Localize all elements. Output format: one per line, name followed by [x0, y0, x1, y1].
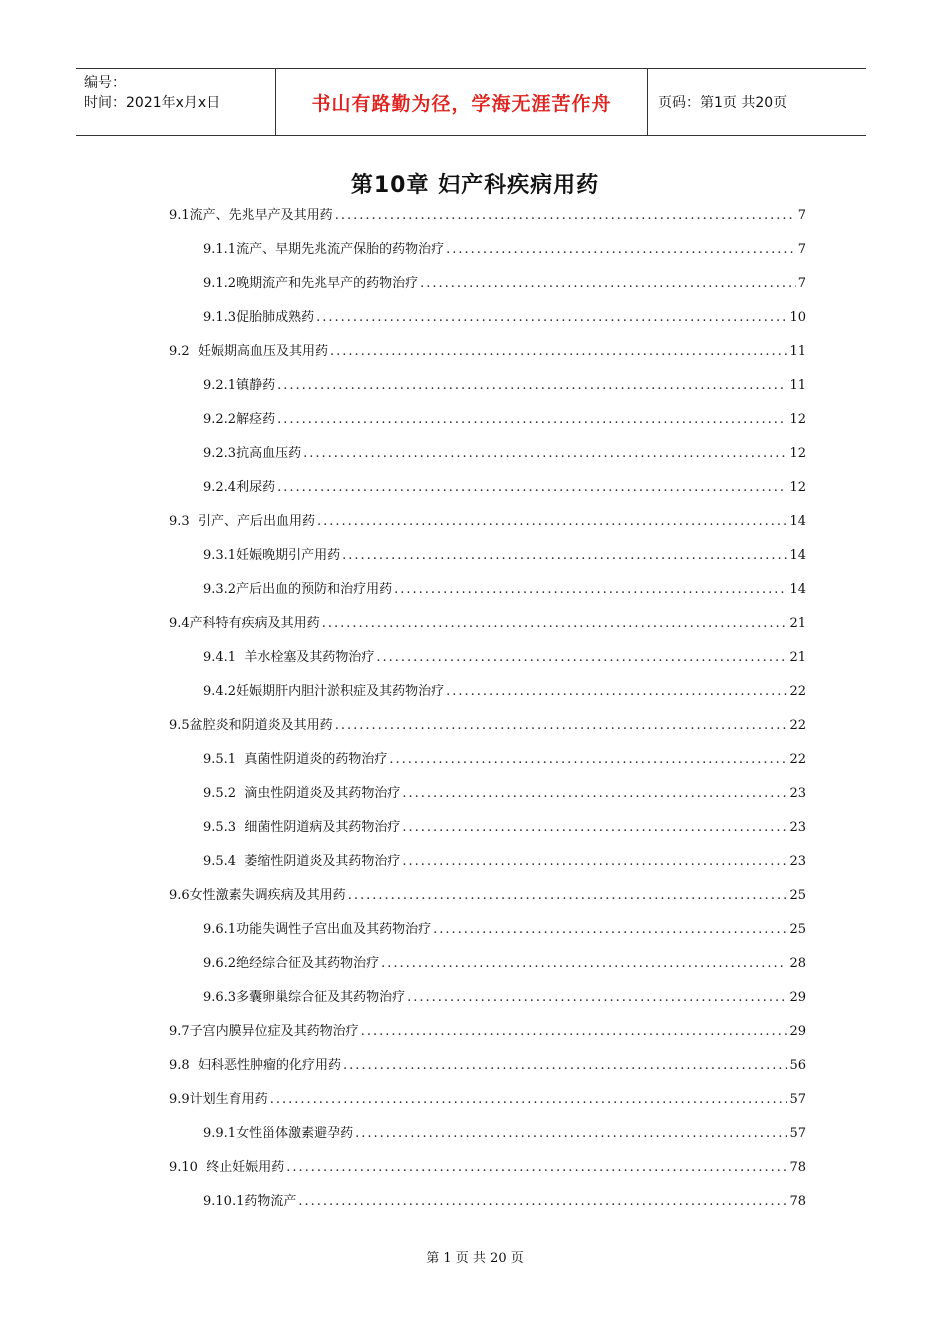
toc-dot-leader: [335, 716, 788, 736]
toc-entry-title: 9.8 妇科恶性肿瘤的化疗用药: [169, 1058, 341, 1073]
toc-entry[interactable]: [169, 614, 806, 634]
toc-entry[interactable]: [169, 1158, 806, 1178]
toc-entry-title: 9.3.2产后出血的预防和治疗用药: [203, 582, 393, 597]
toc-entry-page: 56: [789, 1058, 806, 1073]
toc-dot-leader: [355, 1124, 787, 1144]
toc-dot-leader: [402, 852, 787, 872]
toc-entry-page: 12: [789, 480, 806, 495]
toc-entry[interactable]: [203, 954, 806, 974]
toc-entry-title: 9.5.3 细菌性阴道病及其药物治疗: [203, 820, 401, 835]
toc-entry-page: 10: [789, 310, 806, 325]
toc-entry-title: 9.9.1女性甾体激素避孕药: [203, 1126, 354, 1141]
toc-dot-leader: [402, 784, 787, 804]
toc-entry-page: 78: [789, 1160, 806, 1175]
toc-dot-leader: [348, 886, 788, 906]
toc-entry-page: 28: [789, 956, 806, 971]
toc-entry-page: 22: [789, 684, 806, 699]
toc-entry-title: 9.9计划生育用药: [169, 1092, 268, 1107]
toc-entry-page: 57: [789, 1126, 806, 1141]
toc-entry[interactable]: [169, 1022, 806, 1042]
toc-dot-leader: [394, 580, 787, 600]
page-footer: 第 1 页 共 20 页: [426, 1251, 524, 1266]
toc-dot-leader: [433, 920, 787, 940]
toc-dot-leader: [270, 1090, 788, 1110]
toc-entry-title: 9.5.1 真菌性阴道炎的药物治疗: [203, 752, 388, 767]
toc-entry-page: 12: [789, 446, 806, 461]
toc-entry-title: 9.6.2绝经综合征及其药物治疗: [203, 956, 380, 971]
toc-entry[interactable]: [203, 308, 806, 328]
toc-dot-leader: [446, 682, 787, 702]
toc-entry[interactable]: [203, 240, 806, 260]
toc-entry[interactable]: [203, 784, 806, 804]
toc-entry-title: 9.4产科特有疾病及其用药: [169, 616, 320, 631]
document-number-label: 编号：: [84, 75, 126, 91]
header-meta: [76, 69, 276, 135]
toc-entry-page: 11: [789, 344, 806, 359]
toc-entry-title: 9.10 终止妊娠用药: [169, 1160, 285, 1175]
toc-dot-leader: [361, 1022, 788, 1042]
document-date: 时间：2021年x月x日: [84, 95, 221, 111]
toc-entry[interactable]: [169, 342, 806, 362]
toc-dot-leader: [330, 342, 788, 362]
toc-entry-page: 7: [797, 276, 806, 291]
toc-entry-page: 25: [789, 922, 806, 937]
toc-entry-title: 9.2.3抗高血压药: [203, 446, 302, 461]
toc-dot-leader: [303, 444, 787, 464]
toc-entry-page: 23: [789, 820, 806, 835]
toc-entry-title: 9.6.3多囊卵巢综合征及其药物治疗: [203, 990, 406, 1005]
toc-entry[interactable]: [203, 648, 806, 668]
toc-entry-page: 11: [789, 378, 806, 393]
toc-dot-leader: [342, 546, 787, 566]
toc-entry-page: 21: [789, 616, 806, 631]
toc-entry-page: 29: [789, 990, 806, 1005]
toc-entry-title: 9.2.4利尿药: [203, 480, 276, 495]
toc-entry-page: 57: [789, 1092, 806, 1107]
toc-entry-title: 9.2.1镇静药: [203, 378, 276, 393]
header-motto: 书山有路勤为径，学海无涯苦作舟: [276, 69, 648, 135]
toc-dot-leader: [317, 512, 788, 532]
toc-entry-page: 25: [789, 888, 806, 903]
toc-entry-title: 9.10.1药物流产: [203, 1194, 297, 1209]
header-page-info: 页码：第1页 共20页: [658, 95, 788, 111]
toc-entry[interactable]: [203, 818, 806, 838]
toc-entry-title: 9.4.2妊娠期肝内胆汁淤积症及其药物治疗: [203, 684, 445, 699]
toc-dot-leader: [277, 376, 787, 396]
toc-entry[interactable]: [203, 444, 806, 464]
toc-dot-leader: [407, 988, 787, 1008]
toc-dot-leader: [316, 308, 787, 328]
toc-entry-title: 9.1.1流产、早期先兆流产保胎的药物治疗: [203, 242, 445, 257]
chapter-title: 第10章 妇产科疾病用药: [350, 173, 600, 198]
toc-entry-title: 9.1.3促胎肺成熟药: [203, 310, 315, 325]
toc-entry[interactable]: [203, 1124, 806, 1144]
toc-dot-leader: [298, 1192, 787, 1212]
toc-entry-page: 21: [789, 650, 806, 665]
toc-entry-page: 22: [789, 718, 806, 733]
toc-dot-leader: [277, 478, 787, 498]
toc-entry[interactable]: [203, 580, 806, 600]
toc-entry[interactable]: [169, 1090, 806, 1110]
toc-entry-page: 7: [797, 242, 806, 257]
toc-entry-title: 9.6.1功能失调性子宫出血及其药物治疗: [203, 922, 432, 937]
toc-entry[interactable]: [203, 852, 806, 872]
toc-entry[interactable]: [169, 512, 806, 532]
toc-entry[interactable]: [203, 988, 806, 1008]
toc-dot-leader: [389, 750, 787, 770]
toc-entry-title: 9.4.1 羊水栓塞及其药物治疗: [203, 650, 375, 665]
toc-dot-leader: [420, 274, 796, 294]
toc-entry[interactable]: [203, 410, 806, 430]
toc-dot-leader: [277, 410, 787, 430]
toc-entry[interactable]: [203, 478, 806, 498]
toc-entry[interactable]: [203, 274, 806, 294]
toc-entry-title: 9.5.4 萎缩性阴道炎及其药物治疗: [203, 854, 401, 869]
toc-dot-leader: [446, 240, 796, 260]
toc-entry-page: 7: [797, 208, 806, 223]
toc-dot-leader: [322, 614, 788, 634]
toc-dot-leader: [402, 818, 787, 838]
toc-entry[interactable]: [203, 750, 806, 770]
toc-entry-title: 9.5盆腔炎和阴道炎及其用药: [169, 718, 333, 733]
toc-entry-title: 9.6女性激素失调疾病及其用药: [169, 888, 346, 903]
toc-entry-title: 9.3 引产、产后出血用药: [169, 514, 315, 529]
toc-entry[interactable]: [203, 682, 806, 702]
toc-entry-title: 9.2 妊娠期高血压及其用药: [169, 344, 328, 359]
toc-entry-page: 22: [789, 752, 806, 767]
toc-entry[interactable]: [169, 716, 806, 736]
toc-entry-title: 9.2.2解痉药: [203, 412, 276, 427]
toc-entry-page: 12: [789, 412, 806, 427]
toc-entry-title: 9.7子宫内膜异位症及其药物治疗: [169, 1024, 359, 1039]
toc-entry-page: 29: [789, 1024, 806, 1039]
toc-entry-page: 78: [789, 1194, 806, 1209]
toc-entry-title: 9.1.2晚期流产和先兆早产的药物治疗: [203, 276, 419, 291]
toc-entry-title: 9.5.2 滴虫性阴道炎及其药物治疗: [203, 786, 401, 801]
toc-dot-leader: [286, 1158, 787, 1178]
toc-dot-leader: [376, 648, 787, 668]
toc-entry[interactable]: [169, 886, 806, 906]
toc-entry-title: 9.1流产、先兆早产及其用药: [169, 208, 333, 223]
toc-entry[interactable]: [203, 376, 806, 396]
toc-entry[interactable]: [203, 1192, 806, 1212]
toc-entry[interactable]: [169, 1056, 806, 1076]
toc-dot-leader: [335, 206, 796, 226]
toc-entry[interactable]: [203, 920, 806, 940]
toc-entry[interactable]: [203, 546, 806, 566]
toc-entry-page: 14: [789, 582, 806, 597]
toc-entry-page: 14: [789, 514, 806, 529]
toc-dot-leader: [381, 954, 787, 974]
toc-entry-page: 23: [789, 854, 806, 869]
toc-entry-page: 23: [789, 786, 806, 801]
toc-entry[interactable]: [169, 206, 806, 226]
toc-dot-leader: [343, 1056, 788, 1076]
toc-entry-page: 14: [789, 548, 806, 563]
page-header: [76, 68, 866, 136]
toc-entry-title: 9.3.1妊娠晚期引产用药: [203, 548, 341, 563]
